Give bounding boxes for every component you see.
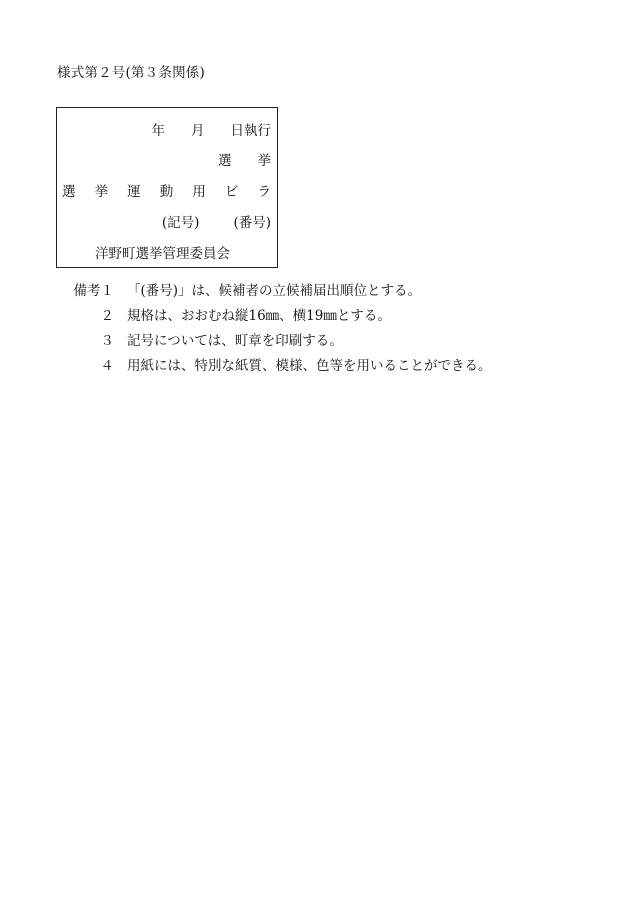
remark-number: 備考１ [73, 283, 114, 299]
heading-char: 挙 [94, 184, 109, 200]
number-label: (番号) [233, 215, 271, 231]
heading-char: 選 [62, 184, 76, 200]
heading-char: 運 [127, 184, 141, 200]
remark-text: 記号については、町章を印刷する。 [127, 333, 343, 349]
heading-char: 用 [192, 184, 206, 200]
remark-text: 用紙には、特別な紙質、模様、色等を用いることができる。 [127, 358, 492, 374]
heading-char: 動 [159, 184, 174, 200]
symbol-number-line [162, 211, 271, 231]
year-label: 年 [151, 123, 165, 139]
execution-date-line [152, 119, 272, 139]
election-char-2: 挙 [257, 153, 271, 169]
campaign-flyer-heading [62, 180, 271, 200]
election-name-line [218, 149, 271, 169]
remark-number: ３ [100, 333, 114, 349]
committee-name: 洋野町選挙管理委員会 [95, 246, 230, 262]
month-label: 月 [191, 123, 205, 139]
day-execution-label: 日執行 [230, 123, 271, 139]
remark-number: ２ [100, 308, 114, 324]
election-char-1: 選 [218, 153, 232, 169]
remark-number: ４ [100, 358, 114, 374]
flyer-sample-box [56, 107, 278, 268]
remark-text: 「(番号)」は、候補者の立候補届出順位とする。 [127, 283, 422, 299]
heading-char: ラ [257, 184, 271, 200]
form-title: 様式第２号(第３条関係) [57, 65, 205, 81]
symbol-label: (記号) [161, 215, 200, 231]
remark-text: 規格は、おおむね縦16㎜、横19㎜とする。 [127, 308, 391, 324]
heading-char: ビ [224, 184, 239, 200]
